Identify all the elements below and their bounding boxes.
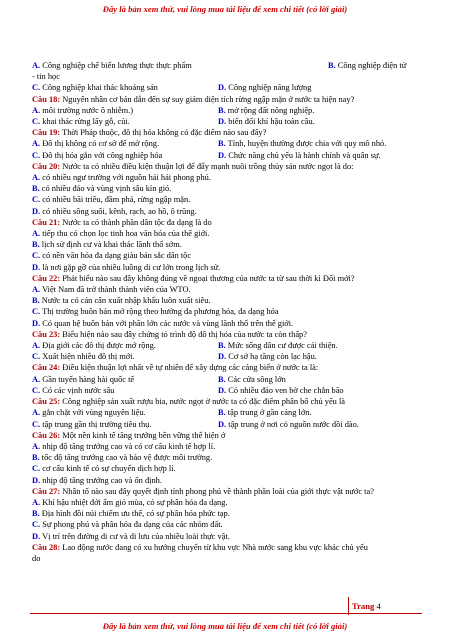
- question: [32, 329, 420, 340]
- option-label: C.: [32, 251, 41, 261]
- question-text: Phát biểu nào sau đây không đúng về ngoại thương của nước ta từ sau thời kì Đổi mới?: [60, 273, 355, 283]
- option-text: có nền văn hóa đa dạng giàu bản sắc dân tộc: [40, 251, 192, 261]
- text-line: - tin học: [32, 72, 60, 82]
- option-label: A.: [32, 408, 41, 418]
- option-label: C.: [32, 307, 41, 317]
- question-text: Thời Pháp thuộc, đô thị hóa không có đặc điểm nào sau đây?: [60, 128, 267, 138]
- option-pair: [32, 105, 420, 116]
- option-text: là nơi gặp gỡ của nhiều luồng di cư lớn trong lịch sử.: [40, 262, 221, 272]
- option-label: C.: [32, 464, 41, 474]
- question-text: Biểu hiện nào sau đây chứng tỏ trình độ đô thị hóa của nước ta còn thấp?: [60, 329, 307, 339]
- option-text: Đô thị không có cơ sở để mở rộng.: [40, 139, 160, 149]
- option-label: A.: [32, 229, 41, 239]
- option-label: D.: [218, 352, 227, 362]
- option-label: C.: [32, 352, 41, 362]
- option-pair: [32, 150, 420, 161]
- option-label: B.: [32, 296, 40, 306]
- option-label: C.: [32, 150, 41, 160]
- option-text: môi trường nước ô nhiễm.): [40, 105, 133, 115]
- option-text: Công nghiệp năng lượng: [226, 83, 312, 93]
- option-text: Gần tuyến hàng hải quốc tế: [40, 374, 135, 384]
- option-label: A.: [32, 497, 41, 507]
- option-text: Có nhiều đảo ven bờ che chắn bão: [226, 385, 344, 395]
- option-label: A.: [32, 139, 41, 149]
- option-text: tập trung gần thị trường tiêu thụ.: [40, 419, 152, 429]
- option-label: A.: [32, 374, 41, 384]
- option-label: A.: [32, 105, 41, 115]
- option: [32, 508, 420, 519]
- option-label: B.: [32, 509, 40, 519]
- option-text: Địa hình đồi núi chiếm ưu thế, có sự phân hóa phức tạp.: [39, 509, 230, 519]
- option-text: có nhiều sông suối, kênh, rạch, ao hồ, ô trũng.: [40, 206, 197, 216]
- option-text: Địa giới các đô thị được mở rộng.: [40, 341, 156, 351]
- option-text: Có quan hệ buôn bán với phần lớn các nước và vùng lãnh thổ trên thế giới.: [40, 318, 294, 328]
- option-label: D.: [218, 150, 227, 160]
- option: [32, 262, 420, 273]
- question: [32, 486, 420, 497]
- option-text: Cơ sở hạ tầng còn lạc hậu.: [226, 352, 317, 362]
- option-label: D.: [218, 117, 227, 127]
- option-text: Đô thị hóa gắn với công nghiệp hóa: [40, 150, 163, 160]
- option-label: A.: [32, 61, 41, 70]
- option-label: B.: [328, 61, 336, 70]
- page-label: Trang: [352, 601, 375, 611]
- option-text: nhịp độ tăng trưởng cao và có cơ cấu kinh tế hợp lí.: [40, 441, 216, 451]
- option: [32, 250, 420, 261]
- option-label: C.: [32, 419, 41, 429]
- option-text: tập trung ở nơi có nguồn nước dồi dào.: [226, 419, 359, 429]
- question-label: Câu 24:: [32, 363, 61, 373]
- option: [32, 172, 420, 183]
- option-text: Việt Nam đã trở thành thành viên của WTO.: [40, 285, 191, 295]
- option: [32, 239, 420, 250]
- question: [32, 161, 420, 172]
- option-pair: [32, 116, 420, 127]
- document-body: [32, 60, 420, 564]
- option-text: Công nghiệp khai thác khoáng sản: [40, 83, 158, 93]
- option-pair: [32, 419, 420, 430]
- option: [32, 318, 420, 329]
- question-text: Công nghiệp sản xuất rượu bia, nước ngọt ở nước ta có đặc điểm phân bố chủ yếu là: [60, 397, 345, 407]
- option-pair: [32, 351, 420, 362]
- option-pair: [32, 407, 420, 418]
- question-label: Câu 19:: [32, 128, 61, 138]
- question-label: Câu 18:: [32, 94, 61, 104]
- question: [32, 127, 420, 138]
- preview-banner-bottom: Đây là bản xem thử, vui lòng mua tài liệu để xem chi tiết (có lời giải): [102, 621, 348, 631]
- question-label: Câu 22:: [32, 273, 61, 283]
- option-pair: [32, 340, 420, 351]
- option-text: Tỉnh, huyện thường được chia với quy mô nhỏ.: [225, 139, 387, 149]
- question-label: Câu 23:: [32, 329, 61, 339]
- question: [32, 362, 420, 373]
- option-text: nhịp độ tăng trưởng cao và ổn định.: [40, 475, 162, 485]
- option-label: C.: [32, 195, 41, 205]
- option-text: Xuất hiện nhiều đô thị mới.: [40, 352, 135, 362]
- question-text: Một nền kinh tế tăng trưởng bền vững thể hiện ở: [60, 430, 226, 440]
- question: [32, 396, 420, 407]
- question: [32, 217, 420, 228]
- option-label: D.: [218, 419, 227, 429]
- option-label: A.: [32, 341, 41, 351]
- option-text: khai thác rừng lấy gỗ, củi.: [40, 117, 130, 127]
- option: [32, 206, 420, 217]
- question-text: Nguyên nhân cơ bản dẫn đến sự suy giảm diện tích rừng ngập mặn ở nước ta hiện nay?: [60, 94, 355, 104]
- option-text: Nước ta có cán cân xuất nhập khẩu luôn xuất siêu.: [39, 296, 211, 306]
- option: [32, 194, 420, 205]
- option: [32, 183, 420, 194]
- option-pair: [32, 374, 420, 385]
- option-text: Vị trí trên đường di cư và di lưu của nhiều loài thực vật.: [40, 531, 230, 541]
- option-label: C.: [32, 520, 41, 530]
- question-text: Nước ta có thành phần dân tộc đa dạng là do: [60, 217, 212, 227]
- option-text: Có các vịnh nước sâu: [40, 385, 115, 395]
- option-label: C.: [32, 117, 41, 127]
- option: [32, 463, 420, 474]
- footer-rule: [30, 613, 422, 614]
- option-text: Thị trường buôn bán mở rộng theo hướng đa phương hóa, đa dạng hóa: [40, 307, 279, 317]
- option: [32, 441, 420, 452]
- text-line: do: [32, 553, 41, 563]
- option-label: A.: [32, 285, 41, 295]
- option-text: tiếp thu có chọn lọc tinh hoa văn hóa của thế giới.: [40, 229, 210, 239]
- option-text: cơ cấu kinh tế có sự chuyển dịch hợp lí.: [40, 464, 176, 474]
- option-label: B.: [218, 139, 226, 149]
- question-label: Câu 28:: [32, 542, 61, 552]
- option-label: D.: [32, 206, 41, 216]
- option-label: A.: [32, 441, 41, 451]
- question: [32, 430, 420, 441]
- option: [32, 475, 420, 486]
- page-number-value: 4: [376, 601, 381, 611]
- question: [32, 273, 420, 284]
- question-text: Điều kiện thuận lợi nhất về tự nhiên để xây dựng các cảng biển ở nước ta là:: [60, 363, 319, 373]
- option-label: B.: [218, 408, 226, 418]
- option-label: B.: [32, 240, 40, 250]
- question-text: Nước ta có nhiều điều kiện thuận lợi để đẩy mạnh nuôi trồng thủy sản nước ngọt là do:: [60, 161, 354, 171]
- option-text: Khí hậu nhiệt đới ẩm gió mùa, có sự phân hóa đa dạng.: [40, 497, 228, 507]
- option-label: D.: [32, 475, 41, 485]
- option-label: B.: [218, 105, 226, 115]
- option-text: Mức sống dân cư được cải thiện.: [225, 341, 338, 351]
- option-text: có nhiều đảo và vùng vịnh sâu kín gió.: [39, 184, 172, 194]
- question-label: Câu 20:: [32, 161, 61, 171]
- option-label: D.: [218, 385, 227, 395]
- option: [32, 228, 420, 239]
- option-text: tập trung ở gần cảng lớn.: [225, 408, 312, 418]
- option-label: B.: [218, 341, 226, 351]
- option-label: B.: [32, 453, 40, 463]
- option-label: D.: [218, 83, 227, 93]
- option-text: có nhiều ngư trường với nguồn hải hải phong phú.: [40, 173, 211, 183]
- option-text: Công nghiệp điện tử: [335, 61, 407, 70]
- option-text: tốc độ tăng trưởng cao và bảo vệ được môi trường.: [39, 453, 213, 463]
- page-number: [352, 601, 381, 611]
- option: [32, 295, 420, 306]
- option: [32, 531, 420, 542]
- option-pair: [32, 138, 420, 149]
- option-text: mở rộng đất nông nghiệp.: [225, 105, 315, 115]
- option: [32, 306, 420, 317]
- option-label: A.: [32, 173, 41, 183]
- question-label: Câu 25:: [32, 397, 61, 407]
- option-text: Các cửa sông lớn: [225, 374, 286, 384]
- option-text: Chức năng chủ yếu là hành chính và quân sự.: [226, 150, 381, 160]
- option-label: D.: [32, 262, 41, 272]
- option-text: gắn chặt với vùng nguyên liệu.: [40, 408, 146, 418]
- question-text: Nhân tố nào sau đây quyết định tính phong phú về thành phần loài của giới thực vật nước ta?: [60, 486, 374, 496]
- option-text: lịch sử định cư và khai thác lãnh thổ sớm.: [39, 240, 182, 250]
- option-label: B.: [218, 374, 226, 384]
- option: [32, 519, 420, 530]
- option-text: Sự phong phú và phân hóa đa dạng của các nhóm đất.: [40, 520, 223, 530]
- option: [32, 452, 420, 463]
- question-text: Lao động nước đang có xu hướng chuyển từ khu vực Nhà nước sang khu vực khác chủ yếu: [60, 542, 368, 552]
- option-pair: [32, 385, 420, 396]
- option-text: có nhiều bãi triều, đầm phá, rừng ngập mặn.: [40, 195, 191, 205]
- option-pair: [32, 60, 420, 71]
- question: [32, 94, 420, 105]
- option-label: D.: [32, 318, 41, 328]
- question-label: Câu 27:: [32, 486, 61, 496]
- option-label: C.: [32, 83, 41, 93]
- option: [32, 284, 420, 295]
- option-label: C.: [32, 385, 41, 395]
- question: [32, 542, 420, 553]
- option-label: D.: [32, 531, 41, 541]
- option-text: Công nghiệp chế biến lương thực thực phẩm: [40, 61, 192, 70]
- option-label: B.: [32, 184, 40, 194]
- option-text: biến đổi khí hậu toàn cầu.: [226, 117, 315, 127]
- option-pair: [32, 82, 420, 93]
- option: [32, 497, 420, 508]
- question-label: Câu 26:: [32, 430, 61, 440]
- question-label: Câu 21:: [32, 217, 61, 227]
- preview-banner-top: Đây là bản xem thử, vui lòng mua tài liệu để xem chi tiết (có lời giải): [102, 4, 348, 14]
